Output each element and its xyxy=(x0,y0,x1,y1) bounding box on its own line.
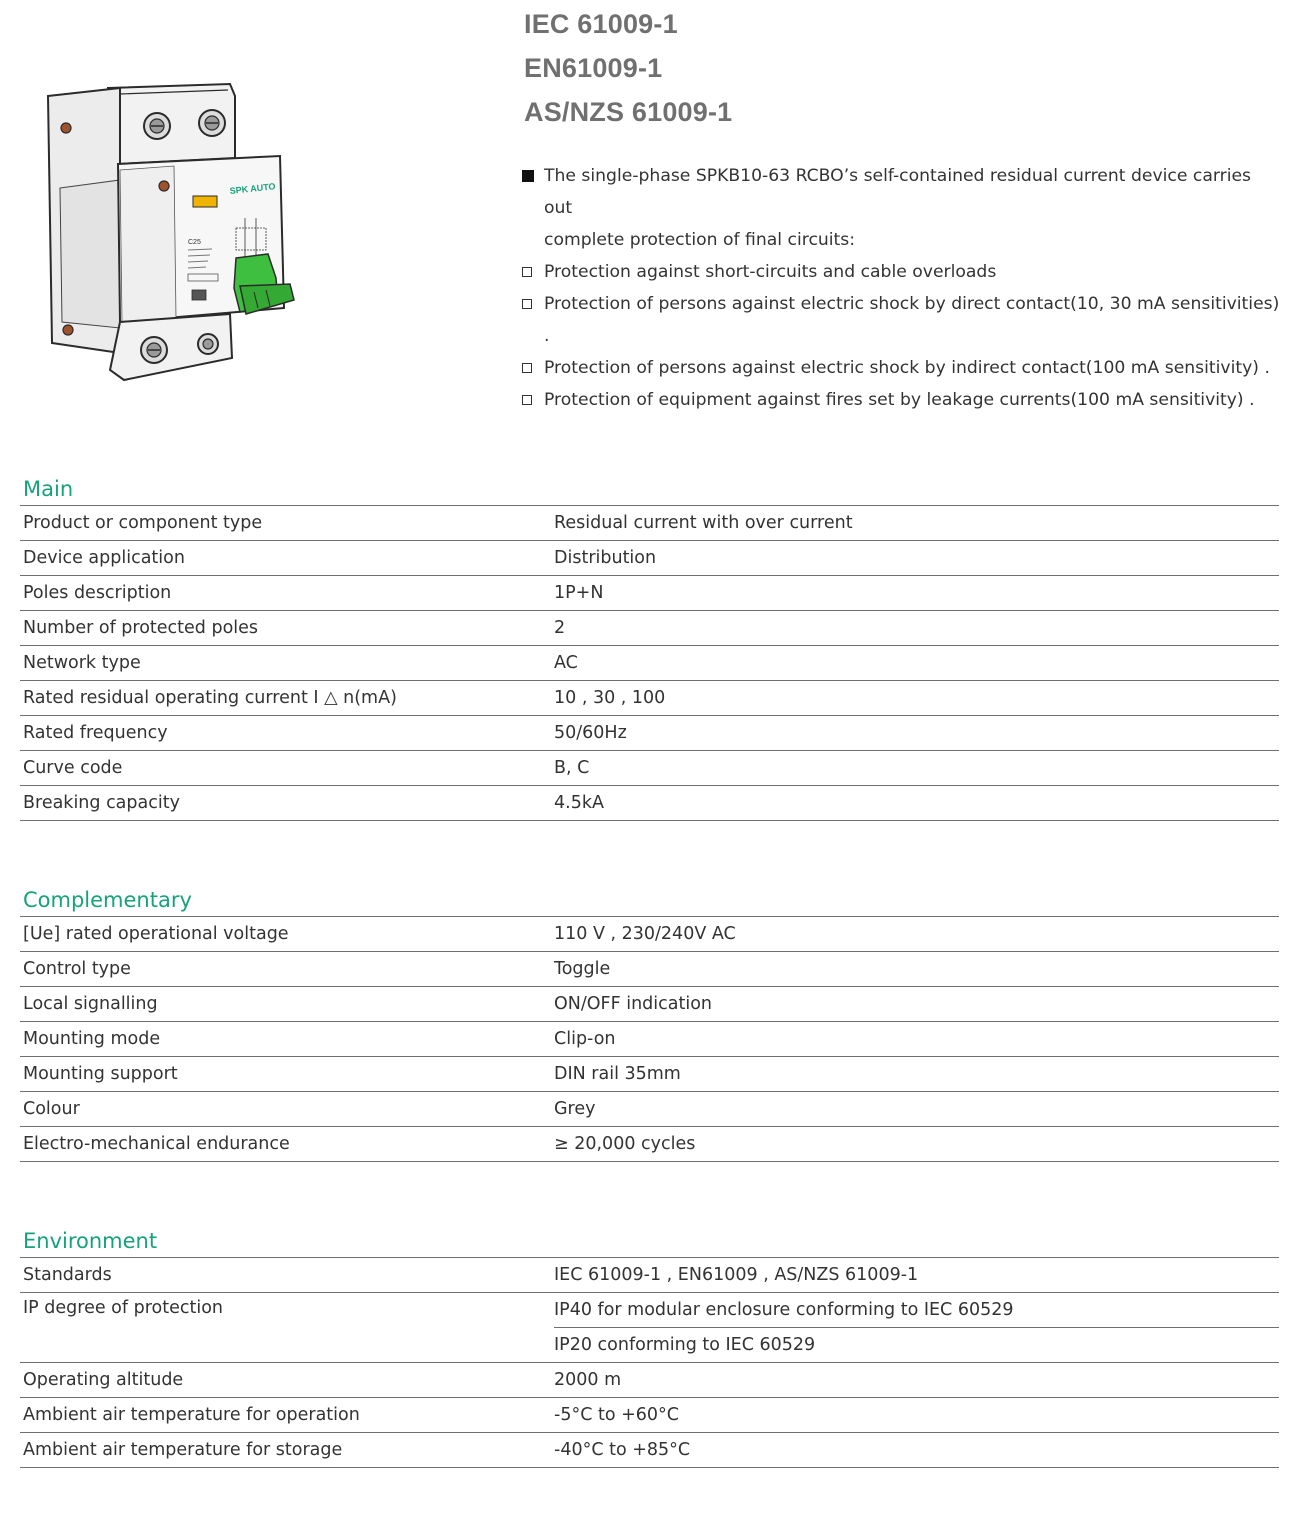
spec-label: Mounting support xyxy=(23,1064,178,1084)
spec-value: -40°C to +85°C xyxy=(554,1440,691,1460)
spec-label: Poles description xyxy=(23,583,172,603)
spec-label: Standards xyxy=(23,1265,112,1285)
spec-row xyxy=(20,1433,1279,1468)
spec-value: IP40 for modular enclosure conforming to IEC 60529 xyxy=(554,1293,1279,1328)
spec-value: Grey xyxy=(554,1099,596,1119)
spec-value: DIN rail 35mm xyxy=(554,1064,681,1084)
spec-label: Breaking capacity xyxy=(23,793,180,813)
spec-label: Curve code xyxy=(23,758,123,778)
spec-label: Rated frequency xyxy=(23,723,168,743)
spec-row xyxy=(20,786,1279,821)
spec-row xyxy=(20,611,1279,646)
standard-heading: AS/NZS 61009-1 xyxy=(524,97,733,127)
standard-heading: IEC 61009-1 xyxy=(524,9,678,39)
section-title: Main xyxy=(20,474,1279,506)
spec-label: Ambient air temperature for storage xyxy=(23,1440,343,1460)
spec-row xyxy=(20,1258,1279,1293)
spec-value: 50/60Hz xyxy=(554,723,627,743)
square-bullet-icon xyxy=(522,267,532,277)
feature-text-line: Protection of persons against electric shock by indirect contact(100 mA sensitivity) . xyxy=(544,358,1270,378)
spec-row xyxy=(20,952,1279,987)
spec-value: 2000 m xyxy=(554,1370,622,1390)
spec-row xyxy=(20,1127,1279,1162)
feature-text-line: complete protection of final circuits: xyxy=(544,230,856,250)
complementary-spec-section xyxy=(20,885,1279,1162)
feature-list xyxy=(522,160,1282,416)
spec-row xyxy=(20,917,1279,952)
spec-label: Product or component type xyxy=(23,513,263,533)
spec-value: IP20 conforming to IEC 60529 xyxy=(554,1335,816,1355)
spec-value: ≥ 20,000 cycles xyxy=(554,1134,696,1154)
spec-row xyxy=(20,987,1279,1022)
spec-row xyxy=(20,1363,1279,1398)
spec-value: IEC 61009-1 , EN61009 , AS/NZS 61009-1 xyxy=(554,1265,919,1285)
spec-value: 110 V , 230/240V AC xyxy=(554,924,736,944)
square-bullet-icon xyxy=(522,299,532,309)
feature-text-line: Protection of equipment against fires set by leakage currents(100 mA sensitivity) . xyxy=(544,390,1255,410)
spec-value: Toggle xyxy=(554,959,611,979)
rating-label: C25 xyxy=(188,239,201,246)
filled-square-bullet-icon xyxy=(522,170,534,182)
spec-value: AC xyxy=(554,653,578,673)
spec-label: Electro-mechanical endurance xyxy=(23,1134,290,1154)
feature-item xyxy=(522,288,1282,352)
spec-value: B, C xyxy=(554,758,590,778)
spec-row xyxy=(20,1293,1279,1363)
environment-spec-section xyxy=(20,1226,1279,1468)
spec-label: Operating altitude xyxy=(23,1370,184,1390)
spec-value: 4.5kA xyxy=(554,793,604,813)
section-title: Environment xyxy=(20,1226,1279,1258)
spec-label: Colour xyxy=(23,1099,80,1119)
spec-label: Device application xyxy=(23,548,185,568)
feature-item xyxy=(522,256,1282,288)
square-bullet-icon xyxy=(522,395,532,405)
spec-label: Ambient air temperature for operation xyxy=(23,1405,360,1425)
spec-row xyxy=(20,646,1279,681)
spec-row xyxy=(20,1092,1279,1127)
spec-value: 1P+N xyxy=(554,583,604,603)
feature-text-line: Protection of persons against electric shock by direct contact(10, 30 mA sensitivities) . xyxy=(544,294,1280,346)
spec-row xyxy=(20,1022,1279,1057)
spec-row xyxy=(20,506,1279,541)
main-spec-section xyxy=(20,474,1279,821)
spec-value: 10 , 30 , 100 xyxy=(554,688,666,708)
spec-value: 2 xyxy=(554,618,566,638)
spec-row xyxy=(20,541,1279,576)
feature-text-line: The single-phase SPKB10-63 RCBO’s self-contained residual current device carries out xyxy=(544,166,1252,218)
spec-row xyxy=(20,576,1279,611)
spec-label: Number of protected poles xyxy=(23,618,259,638)
spec-row xyxy=(20,681,1279,716)
spec-label: [Ue] rated operational voltage xyxy=(23,924,289,944)
square-bullet-icon xyxy=(522,363,532,373)
feature-text-line: Protection against short-circuits and cable overloads xyxy=(544,262,997,282)
spec-value: Distribution xyxy=(554,548,657,568)
section-title: Complementary xyxy=(20,885,1279,917)
spec-label: Mounting mode xyxy=(23,1029,161,1049)
spec-label: Network type xyxy=(23,653,141,673)
spec-value: ON/OFF indication xyxy=(554,994,713,1014)
spec-row xyxy=(20,1398,1279,1433)
brand-label: SPK AUTO xyxy=(229,181,276,196)
spec-label: Local signalling xyxy=(23,994,158,1014)
feature-item xyxy=(522,160,1282,256)
spec-value: Residual current with over current xyxy=(554,513,853,533)
spec-label: IP degree of protection xyxy=(23,1298,223,1318)
feature-item xyxy=(522,352,1282,384)
rcbo-product-image xyxy=(40,78,300,388)
spec-value: -5°C to +60°C xyxy=(554,1405,680,1425)
spec-label: Rated residual operating current I △ n(mA) xyxy=(23,688,397,708)
spec-row xyxy=(20,751,1279,786)
feature-item xyxy=(522,384,1282,416)
spec-label: Control type xyxy=(23,959,131,979)
standards-list xyxy=(524,4,732,136)
standard-heading: EN61009-1 xyxy=(524,53,663,83)
spec-row xyxy=(20,716,1279,751)
spec-value: Clip-on xyxy=(554,1029,616,1049)
spec-row xyxy=(20,1057,1279,1092)
